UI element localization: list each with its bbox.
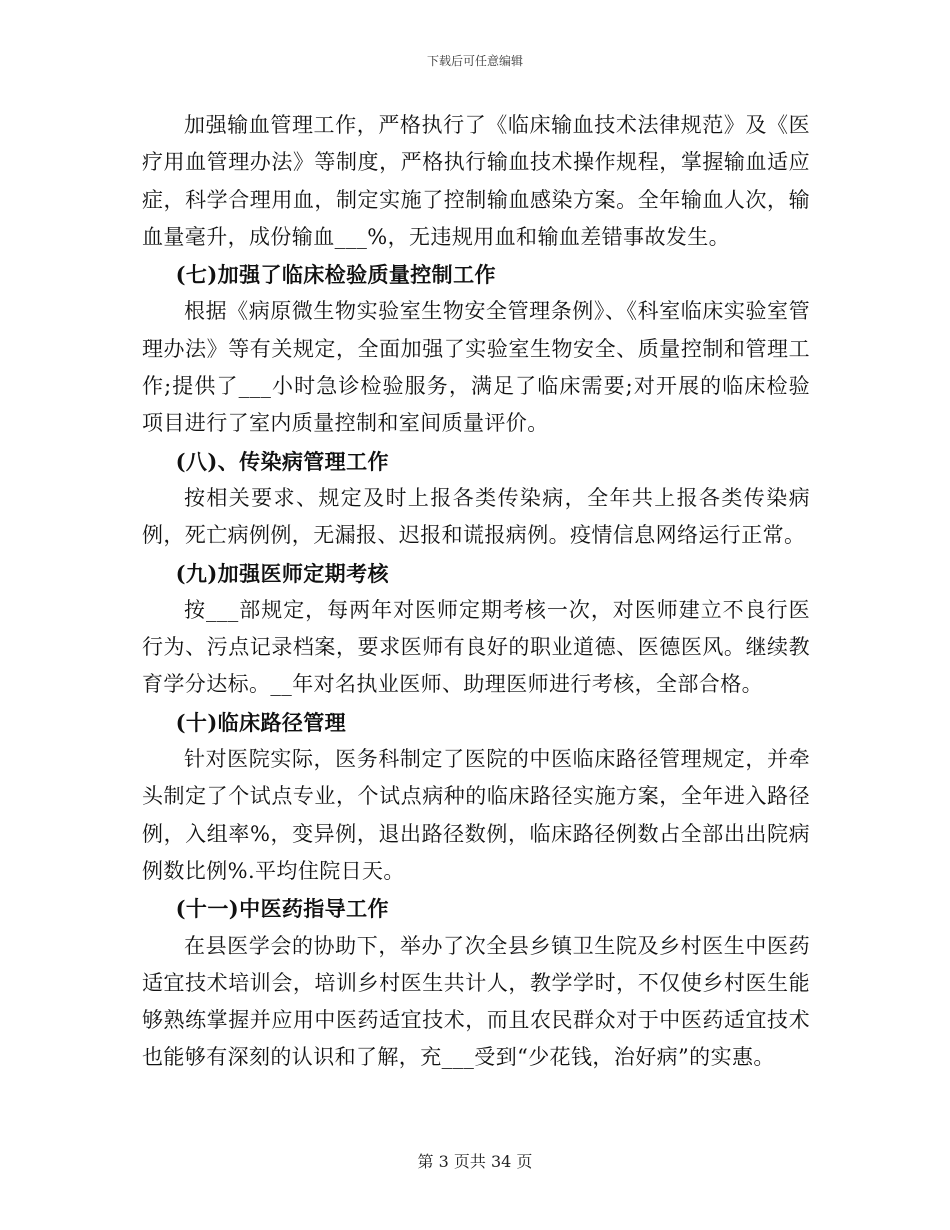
page-number-footer: 第 3 页共 34 页 [417, 1152, 533, 1171]
section-heading-infectious-disease: (八)、传染病管理工作 [175, 448, 389, 474]
section-heading-tcm-guidance: (十一)中医药指导工作 [175, 896, 389, 922]
paragraph-physician-assessment: 按___部规定，每两年对医师定期考核一次，对医师建立不良行医行为、污点记录档案，要求医师有良好的职业道德、医德医风。继续教育学分达标。__年对名执业医师、助理医师进行考核，全部合格。 [142, 597, 810, 697]
paragraph-blood-transfusion: 加强输血管理工作，严格执行了《临床输血技术法律规范》及《医疗用血管理办法》等制度，严格执行输血技术操作规程，掌握输血适应症，科学合理用血，制定实施了控制输血感染方案。全年输血人次，输血量毫升，成份输血___%，无违规用血和输血差错事故发生。 [142, 113, 810, 249]
paragraph-clinical-pathway: 针对医院实际，医务科制定了医院的中医临床路径管理规定，并牵头制定了个试点专业，个试点病种的临床路径实施方案，全年进入路径例，入组率%，变异例，退出路径数例，临床路径例数占全部出出院病例数比例%.平均住院日天。 [142, 747, 810, 883]
section-heading-clinical-pathway: (十)临床路径管理 [175, 709, 347, 735]
section-heading-lab-quality: (七)加强了临床检验质量控制工作 [175, 262, 496, 288]
paragraph-lab-quality: 根据《病原微生物实验室生物安全管理条例》、《科室临床实验室管理办法》等有关规定，全面加强了实验室生物安全、质量控制和管理工作;提供了___小时急诊检验服务，满足了临床需要;对开展的临床检验项目进行了室内质量控制和室间质量评价。 [142, 299, 810, 436]
paragraph-infectious-disease: 按相关要求、规定及时上报各类传染病，全年共上报各类传染病例，死亡病例例，无漏报、迟报和谎报病例。疫情信息网络运行正常。 [142, 485, 810, 548]
section-heading-physician-assessment: (九)加强医师定期考核 [175, 560, 389, 586]
document-body [142, 107, 810, 1077]
header-note: 下载后可任意编辑 [426, 54, 523, 68]
paragraph-tcm-guidance: 在县医学会的协助下，举办了次全县乡镇卫生院及乡村医生中医药适宜技术培训会，培训乡村医生共计人，教学学时，不仅使乡村医生能够熟练掌握并应用中医药适宜技术，而且农民群众对于中医药适宜技术也能够有深刻的认识和了解，充___受到“少花钱，治好病”的实惠。 [142, 933, 810, 1070]
